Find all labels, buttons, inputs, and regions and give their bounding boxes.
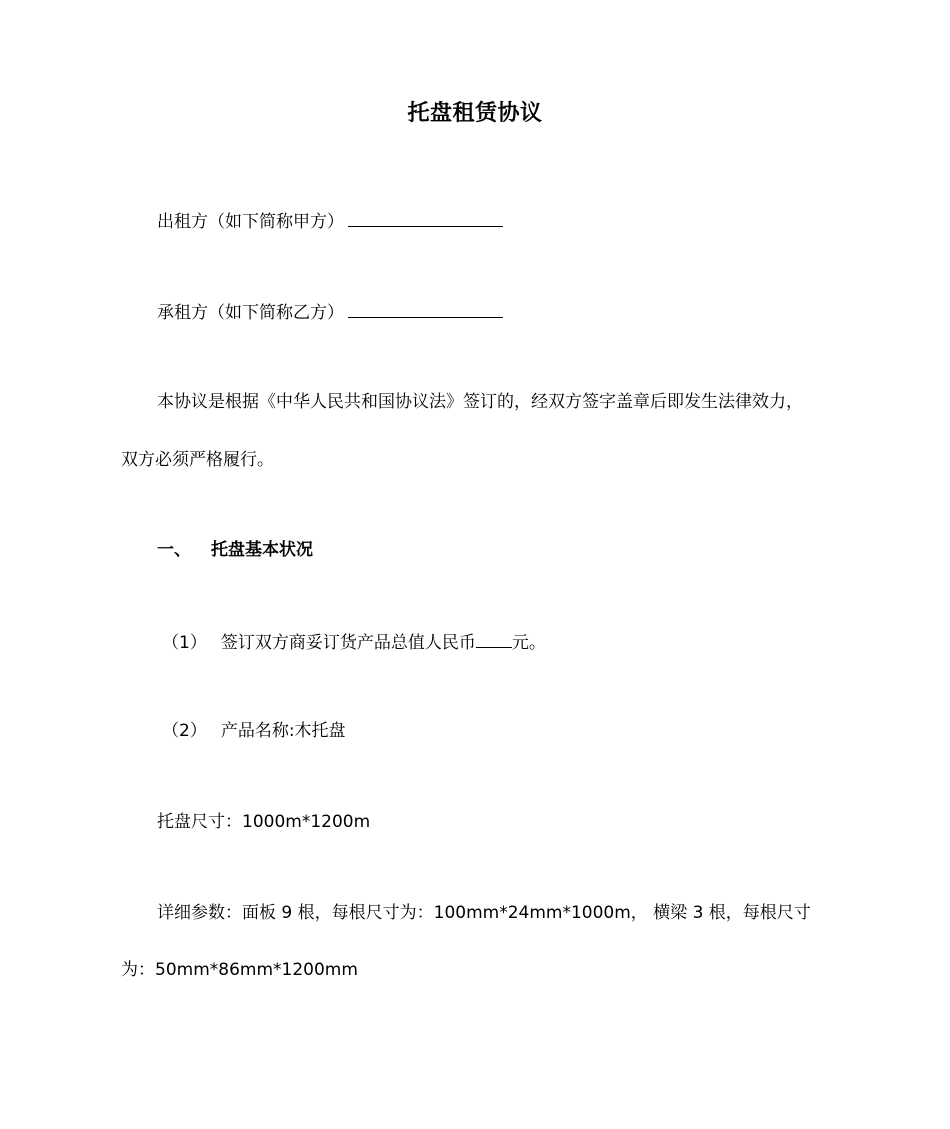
intro-line-1: 本协议是根据《中华人民共和国协议法》签订的，经双方签字盖章后即发生法律效力， bbox=[157, 392, 803, 412]
item-1-label: （1） bbox=[162, 633, 207, 653]
pallet-size-line: 托盘尺寸：1000m*1200m bbox=[157, 812, 371, 832]
item-1 bbox=[162, 629, 546, 655]
params-line-1: 详细参数：面板 9 根，每根尺寸为：100mm*24mm*1000m， 横梁 3 根，每根尺寸 bbox=[157, 903, 811, 923]
document-title: 托盘租赁协议 bbox=[407, 101, 543, 126]
section-1-number: 一、 bbox=[157, 540, 191, 560]
lessee-blank bbox=[348, 299, 503, 318]
lessee-label: 承租方（如下简称乙方） bbox=[157, 303, 344, 323]
lessor-blank bbox=[348, 208, 503, 227]
section-1-heading bbox=[157, 538, 313, 562]
item-1-text: 签订双方商妥订货产品总值人民币 bbox=[220, 633, 476, 653]
section-1-title: 托盘基本状况 bbox=[211, 540, 313, 560]
item-2 bbox=[162, 719, 346, 743]
item-2-text: 产品名称:木托盘 bbox=[220, 721, 346, 741]
amount-blank bbox=[476, 629, 512, 648]
params-line-2: 为：50mm*86mm*1200mm bbox=[121, 960, 358, 980]
lessee-line bbox=[157, 299, 503, 325]
item-1-suffix: 元。 bbox=[511, 633, 546, 653]
lessor-label: 出租方（如下简称甲方） bbox=[157, 212, 344, 232]
lessor-line bbox=[157, 208, 503, 234]
intro-line-2: 双方必须严格履行。 bbox=[121, 450, 274, 470]
item-2-label: （2） bbox=[162, 721, 207, 741]
